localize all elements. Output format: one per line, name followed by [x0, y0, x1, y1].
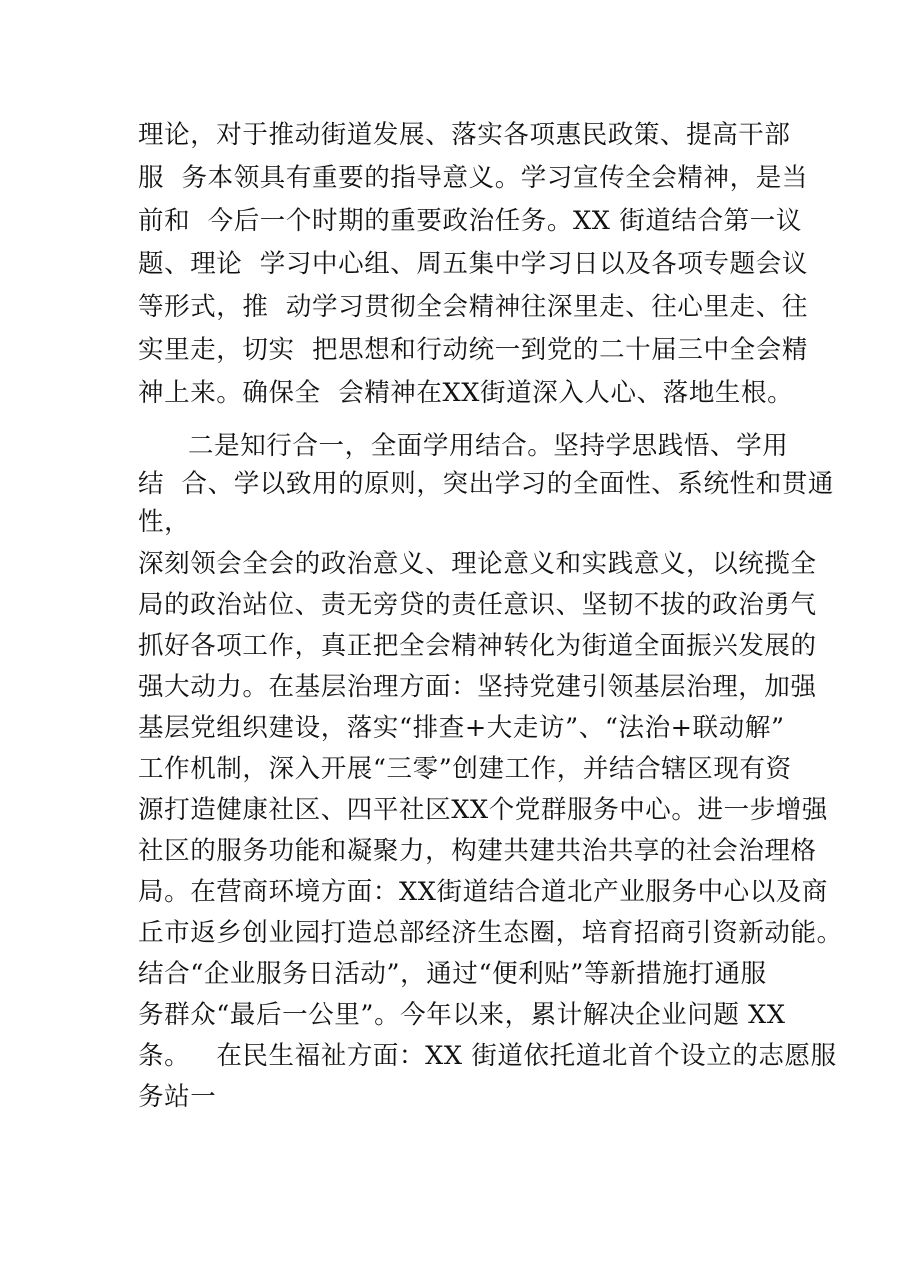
paragraph-2-line-9: 工作机制，深入开展“三零”创建工作，并结合辖区现有资	[138, 754, 792, 784]
paragraph-2-line-14: 结合“企业服务日活动”，通过“便利贴”等新措施打通服	[138, 959, 767, 989]
paragraph-1-line-3: 前和 今后一个时期的重要政治任务。XX 街道结合第一议	[138, 206, 802, 236]
paragraph-2-line-8: 基层党组织建设，落实“排查+大走访”、“法治+联动解”	[138, 713, 785, 743]
paragraph-2-line-10: 源打造健康社区、四平社区XX个党群服务中心。进一步增强	[138, 795, 829, 825]
paragraph-2-line-17: 务站一	[138, 1082, 217, 1112]
paragraph-1-line-1: 理论，对于推动街道发展、落实各项惠民政策、提高干部	[138, 120, 791, 150]
paragraph-2-line-11: 社区的服务功能和凝聚力，构建共建共治共享的社会治理格	[138, 836, 817, 866]
paragraph-2-line-13: 丘市返乡创业园打造总部经济生态圈，培育招商引资新动能。	[138, 918, 843, 948]
paragraph-1-line-2: 服 务本领具有重要的指导意义。学习宣传全会精神，是当	[138, 163, 808, 193]
paragraph-2-line-2: 结 合、学以致用的原则，突出学习的全面性、系统性和贯通	[138, 469, 835, 499]
paragraph-2-line-16: 条。 在民生福祉方面：XX 街道依托道北首个设立的志愿服	[138, 1041, 837, 1071]
paragraph-1-line-4: 题、理论 学习中心组、周五集中学习日以及各项专题会议	[138, 249, 808, 279]
paragraph-2-line-5: 局的政治站位、责无旁贷的责任意识、坚韧不拔的政治勇气	[138, 590, 817, 620]
paragraph-2-line-6: 抓好各项工作，真正把全会精神转化为街道全面振兴发展的	[138, 631, 817, 661]
paragraph-1-line-6: 实里走，切实 把思想和行动统一到党的二十届三中全会精	[138, 335, 808, 365]
paragraph-2-line-12: 局。在营商环境方面：XX街道结合道北产业服务中心以及商	[138, 877, 829, 907]
paragraph-2-line-7: 强大动力。在基层治理方面：坚持党建引领基层治理，加强	[138, 672, 817, 702]
paragraph-1-line-7: 神上来。确保全 会精神在XX街道深入人心、落地生根。	[138, 378, 794, 408]
paragraph-1-line-5: 等形式，推 动学习贯彻全会精神往深里走、往心里走、往	[138, 292, 808, 322]
paragraph-2-line-3: 性，	[138, 507, 191, 537]
paragraph-2-line-4: 深刻领会全会的政治意义、理论意义和实践意义，以统揽全	[138, 549, 817, 579]
paragraph-2-line-15: 务群众“最后一公里”。今年以来，累计解决企业问题 XX	[138, 1000, 786, 1030]
paragraph-2-line-1: 二是知行合一，全面学用结合。坚持学思践悟、学用	[188, 431, 789, 461]
